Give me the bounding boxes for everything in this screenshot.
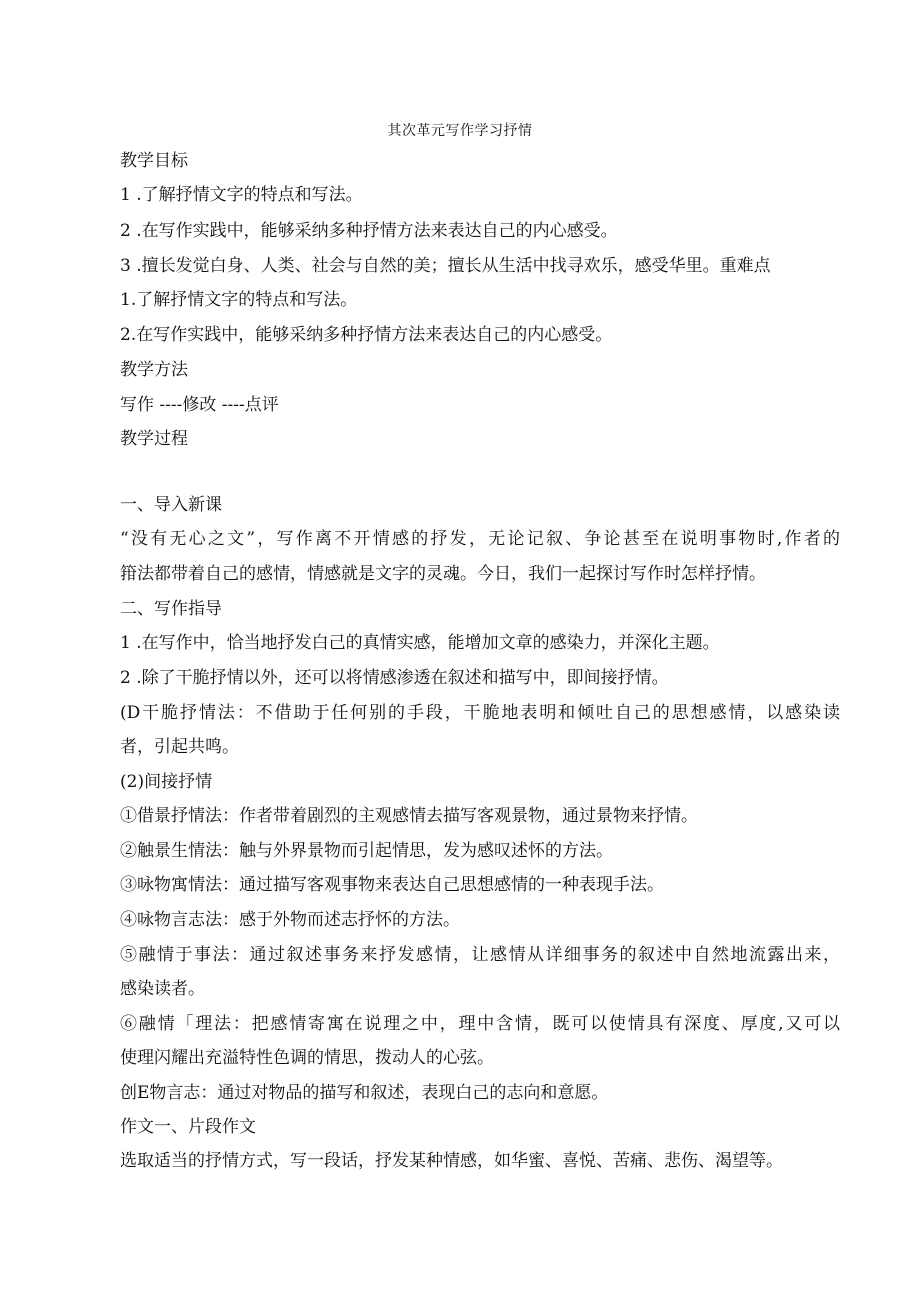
direct-lyric-line-1: (D干脆抒情法：不借助于任何别的手段，干脆地表明和倾吐自己的思想感情，以感染读 xyxy=(120,703,840,723)
essay-instruction: 选取适当的抒情方式，写一段话，抒发某种情感，如华蜜、喜悦、苦痛、悲伤、渴望等。 xyxy=(120,1151,783,1171)
guidance-item-1: 1 .在写作中，恰当地抒发白己的真情实感，能增加文章的感染力，并深化主题。 xyxy=(120,633,720,653)
heading-teaching-method: 教学方法 xyxy=(120,360,188,380)
method-item-5-line-2: 感染读者。 xyxy=(120,979,205,999)
method-item-2: ②触景生情法：触与外界景物而引起情思，发为感叹述怀的方法。 xyxy=(120,841,613,861)
method-item-6-line-2: 使理闪耀出充溢特性色调的情思，拨动人的心弦。 xyxy=(120,1048,494,1068)
intro-paragraph-line-2: 箝法都带着自己的感情，情感就是文字的灵魂。今日，我们一起探讨写作时怎样抒情。 xyxy=(120,564,766,584)
section-heading-essay: 作文一、片段作文 xyxy=(120,1117,256,1137)
document-title: 其次革元写作学习抒情 xyxy=(387,123,533,139)
method-item-1: ①借景抒情法：作者带着剧烈的主观感情去描写客观景物，通过景物来抒情。 xyxy=(120,806,698,826)
intro-paragraph-line-1: “没有无心之文”，写作离不开情感的抒发，无论记叙、争论甚至在说明事物时,作者的 xyxy=(120,529,840,549)
goal-item-1: 1 .了解抒情文字的特点和写法。 xyxy=(120,185,363,205)
key-point-2: 2.在写作实践中，能够采纳多种抒情方法来表达自己的内心感受。 xyxy=(120,325,613,345)
method-item-6-line-1: ⑥融情「理法：把感情寄寓在说理之中，理中含情，既可以使情具有深度、厚度,又可以 xyxy=(120,1014,840,1034)
method-item-4: ④咏物言志法：感于外物而述志抒怀的方法。 xyxy=(120,910,460,930)
method-item-7: 创E物言志：通过对物品的描写和叙述，表现白己的志向和意愿。 xyxy=(120,1083,609,1103)
section-heading-intro: 一、导入新课 xyxy=(120,495,222,515)
indirect-lyric-heading: (2)间接抒情 xyxy=(120,772,213,792)
teaching-method-text: 写作 ----修改 ----点评 xyxy=(120,395,279,415)
heading-teaching-process: 教学过程 xyxy=(120,429,188,449)
goal-item-3: 3 .擅长发觉白身、人类、社会与自然的美；擅长从生活中找寻欢乐，感受华里。重难点 xyxy=(120,256,771,276)
heading-teaching-goals: 教学目标 xyxy=(120,151,188,171)
key-point-1: 1.了解抒情文字的特点和写法。 xyxy=(120,290,358,310)
guidance-item-2: 2 .除了干脆抒情以外，还可以将情感渗透在叙述和描写中，即间接抒情。 xyxy=(120,668,669,688)
method-item-3: ③咏物寓情法：通过描写客观事物来表达自己思想感情的一种表现手法。 xyxy=(120,875,664,895)
method-item-5-line-1: ⑤融情于事法：通过叙述事务来抒发感情，让感情从详细事务的叙述中自然地流露出来， xyxy=(120,945,840,965)
section-heading-guidance: 二、写作指导 xyxy=(120,599,222,619)
goal-item-2: 2 .在写作实践中，能够采纳多种抒情方法来表达自己的内心感受。 xyxy=(120,221,618,241)
direct-lyric-line-2: 者，引起共鸣。 xyxy=(120,737,239,757)
